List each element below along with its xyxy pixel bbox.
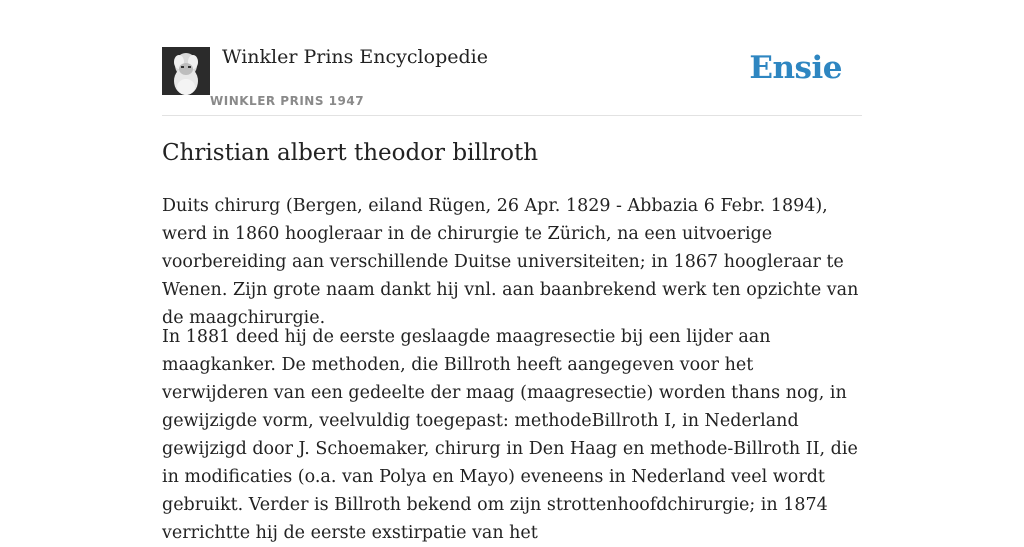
article-title: Christian albert theodor billroth (162, 140, 539, 166)
page-header (162, 0, 862, 116)
site-name[interactable]: Winkler Prins Encyclopedie (222, 46, 488, 68)
article-paragraph: Duits chirurg (Bergen, eiland Rügen, 26 Apr. 1829 - Abbazia 6 Febr. 1894), werd in 1860 hoogleraar in de chirurgie te Zürich, na een uitvoerige voorbereiding aan verschillende Duitse universiteiten; in 1867 hoogleraar te Wenen. Zijn grote naam dankt hij vnl. aan baanbrekend werk ten opzichte van de maagchirurgie. (162, 196, 859, 328)
article-paragraph: In 1881 deed hij de eerste geslaagde maagresectie bij een lijder aan maagkanker. De methoden, die Billroth heeft aangegeven voor het verwijderen van een gedeelte der maag (maagresectie) worden thans nog, in gewijzigde vorm, veelvuldig toegepast: methodeBillroth I, in Nederland gewijzigd door J. Schoemaker, chirurg in Den Haag en methode-Billroth II, die in modificaties (o.a. van Polya en Mayo) eveneens in Nederland veel wordt gebruikt. Verder is Billroth bekend om zijn strottenhoofdchirurgie; in 1874 verrichtte hij de eerste exstirpatie van het (162, 327, 858, 543)
ensie-logo[interactable]: Ensie (749, 50, 842, 86)
collection-label[interactable]: WINKLER PRINS 1947 (210, 94, 365, 108)
page-container (162, 0, 862, 543)
bearded-man-portrait-icon[interactable] (162, 47, 210, 95)
